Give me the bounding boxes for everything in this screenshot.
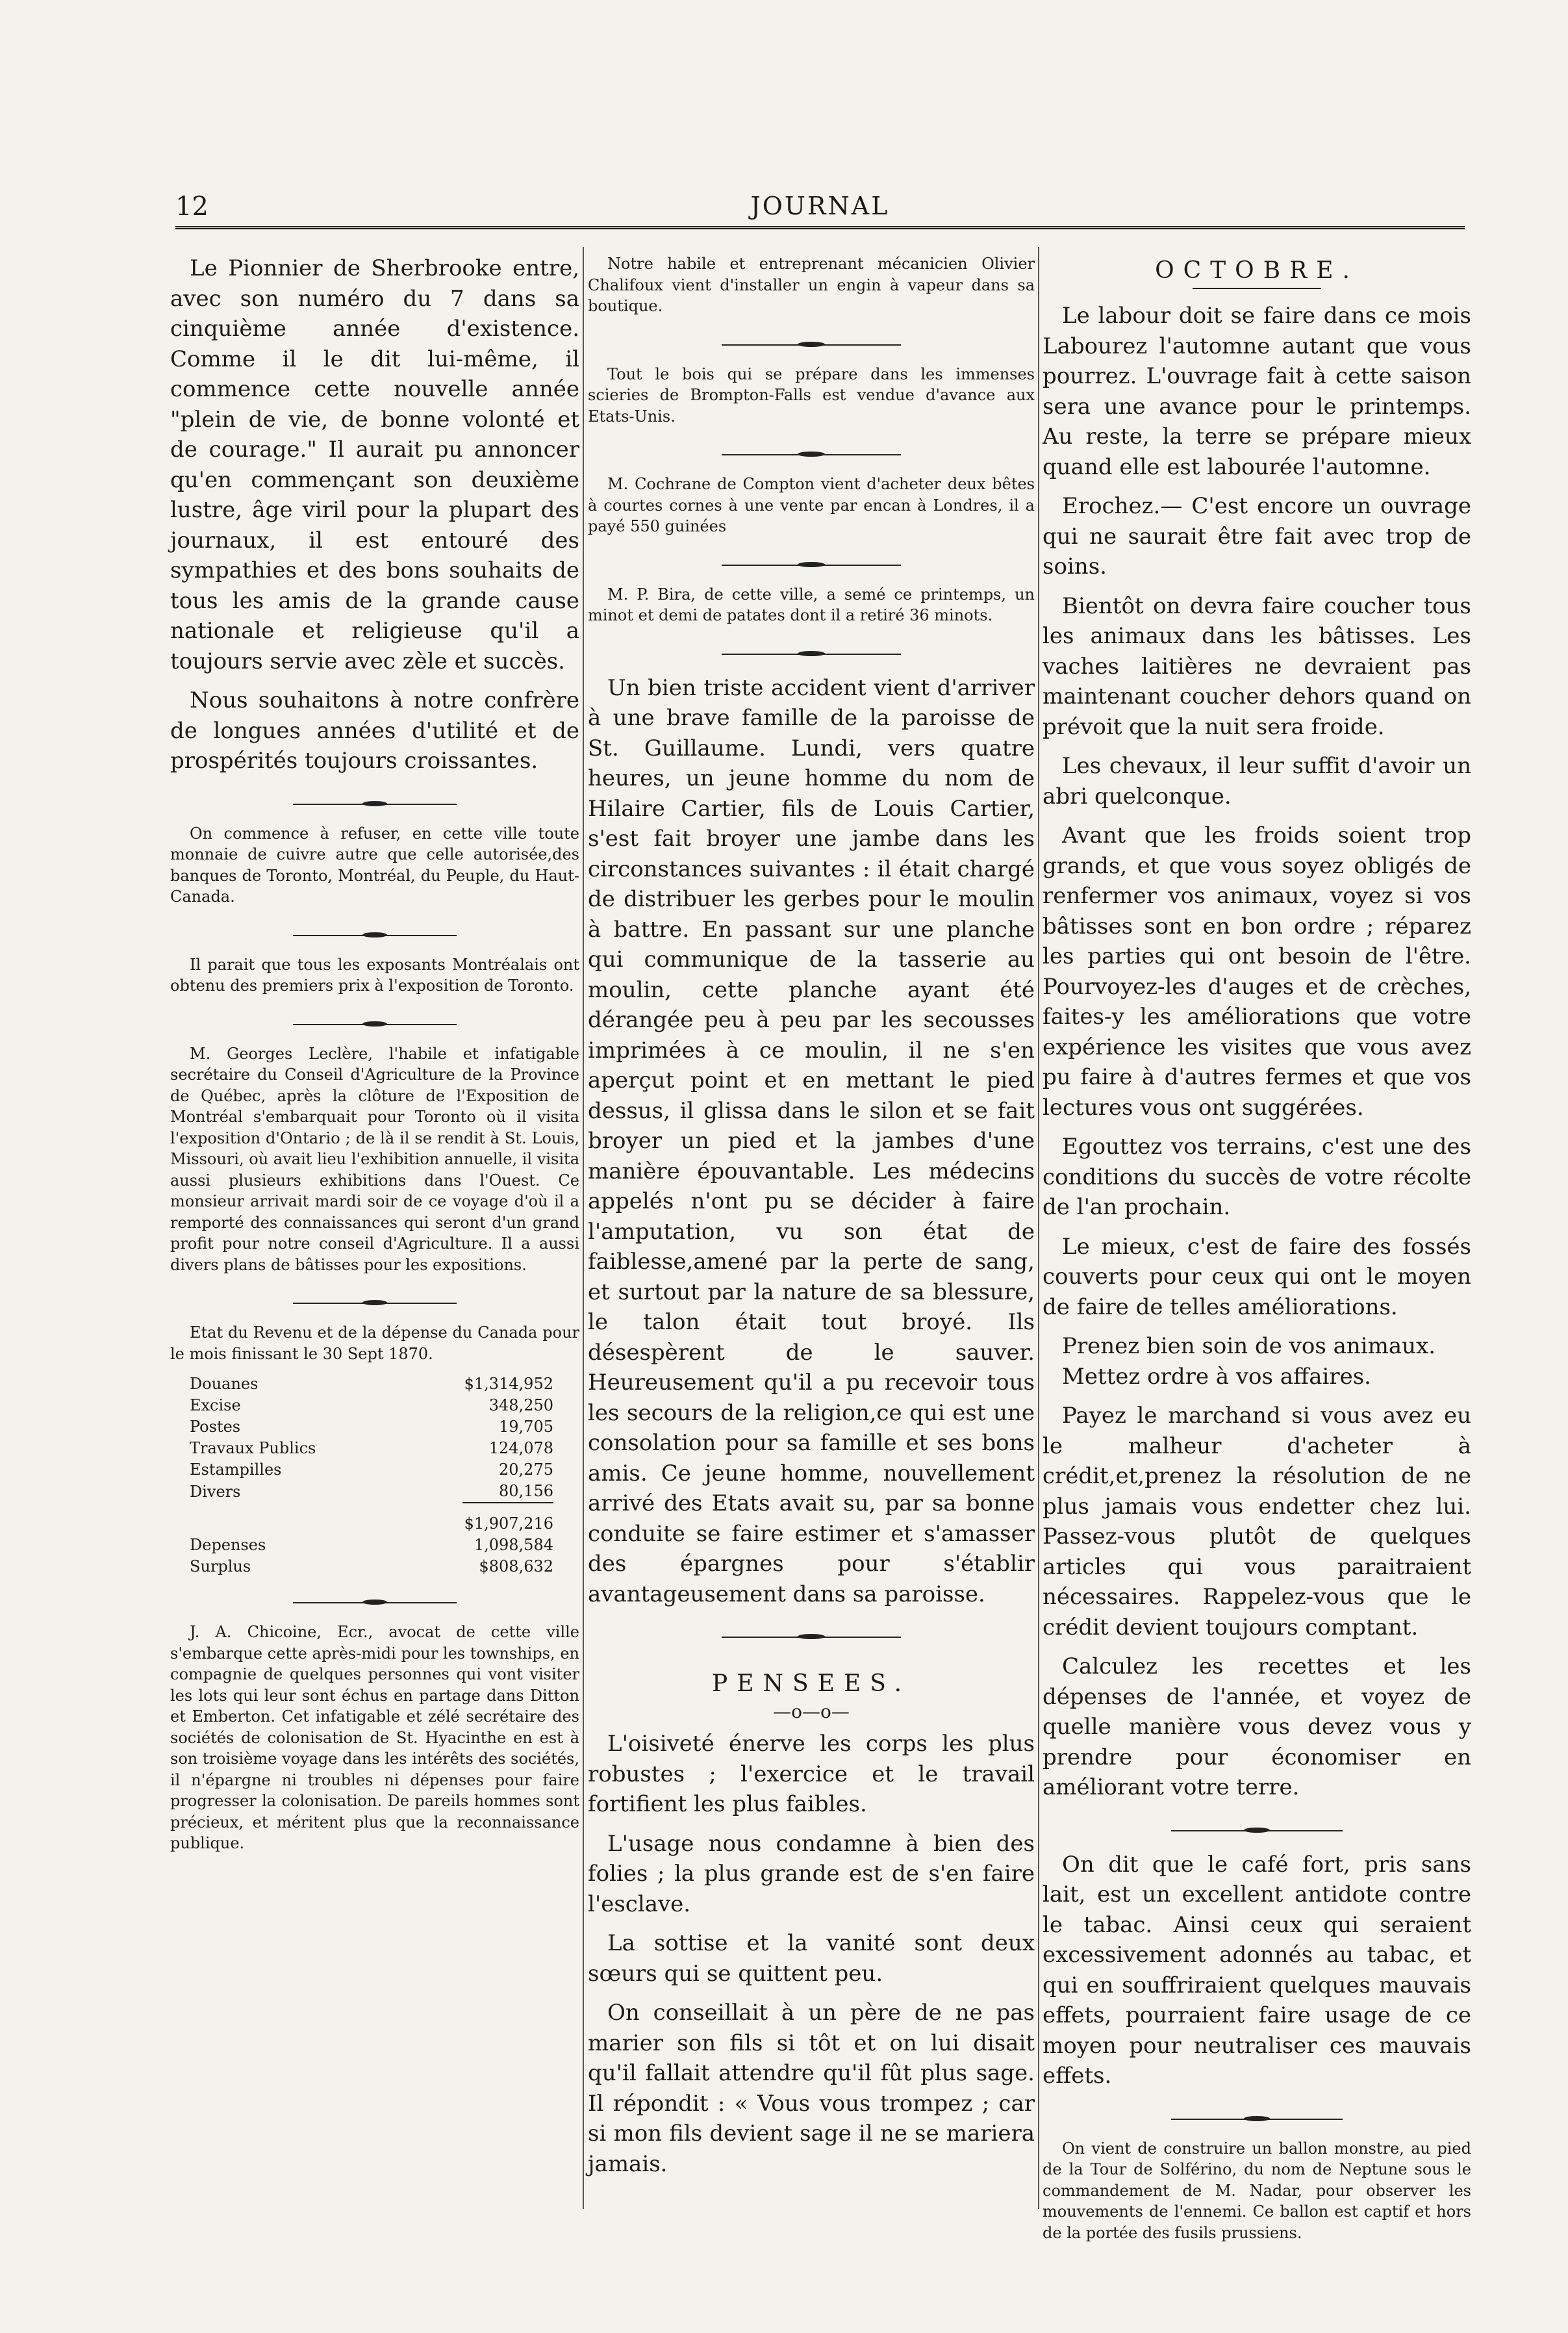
revenue-row-value: 19,705	[499, 1418, 553, 1436]
revenue-row-value: 348,250	[488, 1396, 553, 1414]
article-monnaie: On commence à refuser, en cette ville toute monnaie de cuivre autre que celle autorisée,des banques de Toronto, Montréal, du Peuple, du Haut-Canada.	[170, 824, 579, 906]
surplus-row	[190, 1556, 553, 1577]
octobre-p8: Prenez bien soin de vos animaux.	[1062, 1333, 1436, 1359]
article-bira: M. P. Bira, de cette ville, a semé ce printemps, un minot et demi de patates dont il a retiré 36 minots.	[588, 585, 1035, 624]
octobre-p6: Egouttez vos terrains, c'est une des conditions du succès de votre récolte de l'an prochain.	[1043, 1134, 1471, 1220]
article-leclere: M. Georges Leclère, l'habile et infatigable secrétaire du Conseil d'Agriculture de la Province de Québec, après la clôture de l'Exposition de Montréal s'embarquait pour Toronto où il visita l'exposition d'Ontario ; de là il se rendit à St. Louis, Missouri, où avait lieu l'exhibition annuelle, il visita aussi plusieurs exhibitions dans l'Ouest. Ce monsieur arrivait mardi soir de ce voyage d'où il a remporté des connaissances qui seront d'un grand profit pour notre conseil d'Agriculture. Il a aussi divers plans de bâtisses pour les expositions.	[170, 1044, 579, 1274]
revenue-row-label: Travaux Publics	[190, 1439, 316, 1457]
pensee-2: L'usage nous condamne à bien des folies ; la plus grande est de s'en faire l'esclave.	[588, 1830, 1035, 1917]
revenue-title: Etat du Revenu et de la dépense du Canada pour le mois finissant le 30 Sept 1870.	[170, 1323, 579, 1363]
article-ballon: On vient de construire un ballon monstre, au pied de la Tour de Solférino, du nom de Neptune sous le commandement de M. Nadar, pour observer les mouvements de l'ennemi. Ce ballon est captif et hors de la portée des fusils prussiens.	[1043, 2139, 1471, 2242]
surplus-label: Surplus	[190, 1557, 251, 1575]
revenue-row	[190, 1459, 553, 1481]
separator	[588, 546, 1035, 584]
column-2	[588, 253, 1035, 2188]
article-cochrane: M. Cochrane de Compton vient d'acheter deux bêtes à courtes cornes à une vente par encan à Londres, il a payé 550 guinées	[588, 475, 1035, 535]
revenue-table	[190, 1373, 553, 1577]
article-chicoine: J. A. Chicoine, Ecr., avocat de cette ville s'embarque cette après-midi pour les townships, en compagnie de quelques personnes qui vont visiter les lots qui leur sont échus en partage dans Ditton et Emberton. Cet infatigable et zélé secrétaire des sociétés de colonisation de St. Hyacinthe en est à son troisième voyage dans les intérêts des sociétés, il n'épargne ni troubles ni dépenses pour faire progresser la colonisation. De pareils hommes sont précieux, et méritent plus que la reconnaissance publique.	[170, 1623, 579, 1852]
separator	[170, 917, 579, 954]
octobre-p3: Bientôt on devra faire coucher tous les animaux dans les bâtisses. Les vaches laitières ne devraient pas maintenant coucher dehors quand on prévoit que la nuit sera froide.	[1043, 593, 1471, 740]
article-pionnier: Le Pionnier de Sherbrooke entre, avec son numéro du 7 dans sa cinquième année d'existence. Comme il le dit lui-même, il commence cette nouvelle année "plein de vie, de bonne volonté et de courage." Il aurait pu annoncer qu'en commençant son deuxième lustre, âge viril pour la plupart des journaux, il est entouré des sympathies et des bons souhaits de tous les amis de la grande cause nationale et religieuse qu'il a toujours servie avec zèle et succès.	[170, 255, 579, 674]
revenue-row	[190, 1481, 553, 1503]
revenue-row-label: Postes	[190, 1418, 241, 1436]
article-cafe: On dit que le café fort, pris sans lait, est un excellent antidote contre le tabac. Ainsi ceux qui seraient excessivement adonnés au tabac, et qui en souffriraient quelques mauvais effets, pourraient faire usage de ce moyen pour neutraliser ces mauvais effets.	[1043, 1851, 1471, 2089]
octobre-rule	[1193, 288, 1321, 289]
revenue-total: $1,907,216	[462, 1503, 553, 1535]
pensee-3: La sottise et la vanité sont deux sœurs qui se quittent peu.	[588, 1930, 1035, 1987]
separator	[170, 1284, 579, 1322]
surplus-value: $808,632	[479, 1557, 553, 1575]
octobre-p7: Le mieux, c'est de faire des fossés couverts pour ceux qui ont le moyen de faire de telles améliorations.	[1043, 1233, 1471, 1320]
revenue-total-row	[190, 1503, 553, 1535]
octobre-p10: Payez le marchand si vous avez eu le malheur d'acheter à crédit,et,prenez la résolution de ne plus jamais vous endetter chez lui. Passez-vous plutôt de quelques articles qui vous paraitraient nécessaires. Rappelez-vous que le crédit devient toujours comptant.	[1043, 1403, 1471, 1640]
revenue-row-value: 20,275	[499, 1460, 553, 1479]
octobre-p9: Mettez ordre à vos affaires.	[1062, 1363, 1371, 1390]
revenue-row-label: Divers	[190, 1482, 241, 1501]
revenue-row-label: Excise	[190, 1396, 241, 1414]
revenue-row-label: Douanes	[190, 1375, 259, 1393]
column-rule	[583, 247, 584, 2209]
article-brompton: Tout le bois qui se prépare dans les immenses scieries de Brompton-Falls est vendue d'avance aux Etats-Unis.	[588, 364, 1035, 426]
page-header	[175, 185, 1465, 231]
separator	[170, 1006, 579, 1043]
depenses-label: Depenses	[190, 1536, 266, 1554]
article-pionnier-wishes: Nous souhaitons à notre confrère de longues années d'utilité et de prospérités toujours croissantes.	[170, 687, 579, 774]
column-3	[1043, 253, 1471, 2252]
separator	[170, 785, 579, 823]
page-number: 12	[175, 192, 209, 222]
depenses-value: 1,098,584	[474, 1536, 553, 1554]
article-accident: Un bien triste accident vient d'arriver à une brave famille de la paroisse de St. Guillaume. Lundi, vers quatre heures, un jeune homme du nom de Hilaire Cartier, fils de Louis Cartier, s'est fait broyer une jambe dans les circonstances suivantes : il était chargé de distribuer les gerbes pour le moulin à battre. En passant sur une planche qui communique de la tasserie au moulin, cette planche ayant été dérangée peu à peu par les secousses imprimées à ce moulin, il ne s'en aperçut point et en mettant le pied dessus, il glissa dans le silon et se fait broyer un pied et la jambes d'une manière épouvantable. Les médecins appelés n'ont pu se décider à faire l'amputation, vu son état de faiblesse,amené par la perte de sang, et surtout par la nature de sa blessure, le talon était tout broyé. Ils désespèrent de le sauver. Heureusement qu'il a pu recevoir tous les secours de la religion,ce qui est une consolation pour sa famille et ses bons amis. Ce jeune homme, nouvellement arrivé des Etats avait su, par sa bonne conduite se faire estimer et s'amasser des épargnes pour s'établir avantageusement dans sa paroisse.	[588, 674, 1035, 1607]
pensees-separator: —o—o—	[773, 1701, 850, 1722]
separator	[170, 1584, 579, 1622]
pensee-1: L'oisiveté énerve les corps les plus robustes ; l'exercice et le travail fortifient les plus faibles.	[588, 1731, 1035, 1817]
pensees-title: PENSEES.	[711, 1670, 911, 1697]
octobre-p1: Le labour doit se faire dans ce mois Labourez l'automne autant que vous pourrez. L'ouvrage fait à cette saison sera une avance pour le printemps. Au reste, la terre se prépare mieux quand elle est labourée l'automne.	[1043, 303, 1471, 480]
separator	[588, 1618, 1035, 1656]
running-title: JOURNAL	[750, 192, 890, 220]
revenue-row	[190, 1395, 553, 1416]
octobre-p2: Erochez.— C'est encore un ouvrage qui ne saurait être fait avec trop de soins.	[1043, 493, 1471, 580]
article-exposants: Il parait que tous les exposants Montréalais ont obtenu des premiers prix à l'exposition de Toronto.	[170, 955, 579, 995]
revenue-row	[190, 1373, 553, 1395]
column-1	[170, 253, 579, 1863]
header-rule	[175, 226, 1465, 229]
revenue-row	[190, 1438, 553, 1459]
pensee-4: On conseillait à un père de ne pas marier son fils si tôt et on lui disait qu'il fallait attendre qu'il fût plus sage. Il répondit : « Vous vous trompez ; car si mon fils devient sage il ne se mariera jamais.	[588, 2000, 1035, 2177]
revenue-row-value: 124,078	[488, 1439, 553, 1457]
octobre-p5: Avant que les froids soient trop grands, et que vous soyez obligés de renfermer vos animaux, voyez si vos bâtisses sont en bon ordre ; réparez les parties qui ont besoin de l'être. Pourvoyez-les d'auges et de crèches, faites-y les améliorations que votre expérience les visites que vous avez pu faire à d'autres fermes et que vos lectures vous ont suggérées.	[1043, 822, 1471, 1121]
separator	[1043, 1812, 1471, 1850]
octobre-p4: Les chevaux, il leur suffit d'avoir un abri quelconque.	[1043, 753, 1471, 810]
octobre-title: OCTOBRE.	[1155, 257, 1359, 284]
separator	[588, 635, 1035, 673]
revenue-row-label: Estampilles	[190, 1460, 282, 1479]
revenue-row-value: 80,156	[499, 1482, 553, 1500]
separator	[588, 436, 1035, 474]
separator	[1043, 2100, 1471, 2138]
article-chalifoux: Notre habile et entreprenant mécanicien Olivier Chalifoux vient d'installer un engin à vapeur dans sa boutique.	[588, 255, 1035, 315]
revenue-row	[190, 1416, 553, 1438]
depenses-row	[190, 1535, 553, 1556]
column-rule	[1038, 247, 1039, 2209]
octobre-p11: Calculez les recettes et les dépenses de l'année, et voyez de quelle manière vous devez vous y prendre pour économiser en améliorant votre terre.	[1043, 1653, 1471, 1800]
revenue-row-value: $1,314,952	[464, 1375, 553, 1393]
separator	[588, 326, 1035, 364]
